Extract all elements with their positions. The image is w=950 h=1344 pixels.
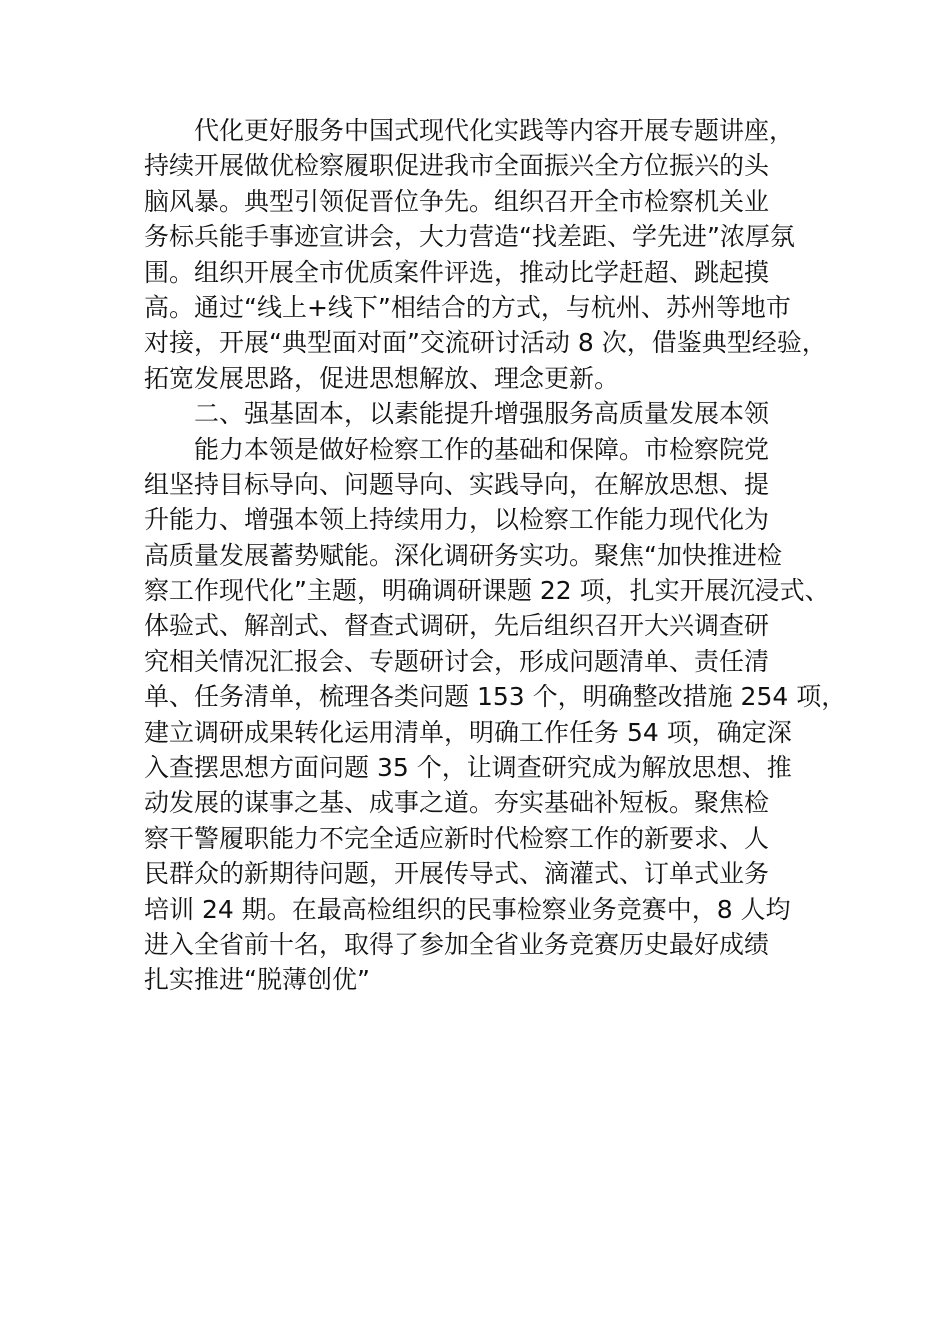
text-line: 察干警履职能力不完全适应新时代检察工作的新要求、人 xyxy=(144,823,770,853)
text-line: 务标兵能手事迹宣讲会，大力营造“找差距、学先进”浓厚氛 xyxy=(144,222,795,252)
text-line: 拓宽发展思路，促进思想解放、理念更新。 xyxy=(144,363,620,393)
text-line: 动发展的谋事之基、成事之道。夯实基础补短板。聚焦检 xyxy=(144,788,770,818)
text-line: 围。组织开展全市优质案件评选，推动比学赶超、跳起摸 xyxy=(144,257,770,287)
text-line: 培训 24 期。在最高检组织的民事检察业务竞赛中，8 人均 xyxy=(144,894,791,924)
text-line: 对接，开展“典型面对面”交流研讨活动 8 次，借鉴典型经验， xyxy=(144,328,827,358)
text-line: 组坚持目标导向、问题导向、实践导向，在解放思想、提 xyxy=(144,469,770,499)
text-line: 能力本领是做好检察工作的基础和保障。市检察院党 xyxy=(194,434,770,464)
text-line: 民群众的新期待问题，开展传导式、滴灌式、订单式业务 xyxy=(144,859,770,889)
text-line: 扎实推进“脱薄创优” xyxy=(144,965,370,995)
body-text xyxy=(144,113,847,998)
text-line: 脑风暴。典型引领促晋位争先。组织召开全市检察机关业 xyxy=(144,186,770,216)
text-line: 高。通过“线上+线下”相结合的方式，与杭州、苏州等地市 xyxy=(144,292,791,322)
text-line: 体验式、解剖式、督查式调研，先后组织召开大兴调查研 xyxy=(144,611,770,641)
text-line: 持续开展做优检察履职促进我市全面振兴全方位振兴的头 xyxy=(144,151,770,181)
text-line: 单、任务清单，梳理各类问题 153 个，明确整改措施 254 项， xyxy=(144,682,847,712)
text-line: 建立调研成果转化运用清单，明确工作任务 54 项，确定深 xyxy=(144,717,792,747)
text-line: 进入全省前十名，取得了参加全省业务竞赛历史最好成绩 xyxy=(144,929,770,959)
text-line: 究相关情况汇报会、专题研讨会，形成问题清单、责任清 xyxy=(144,646,770,676)
text-line: 升能力、增强本领上持续用力，以检察工作能力现代化为 xyxy=(144,505,770,535)
text-line: 高质量发展蓄势赋能。深化调研务实功。聚焦“加快推进检 xyxy=(144,540,782,570)
text-line: 察工作现代化”主题，明确调研课题 22 项，扎实开展沉浸式、 xyxy=(144,576,830,606)
text-line: 入查摆思想方面问题 35 个，让调查研究成为解放思想、推 xyxy=(144,753,792,783)
section-heading: 二、强基固本，以素能提升增强服务高质量发展本领 xyxy=(194,399,770,429)
text-line: 代化更好服务中国式现代化实践等内容开展专题讲座， xyxy=(194,116,795,145)
